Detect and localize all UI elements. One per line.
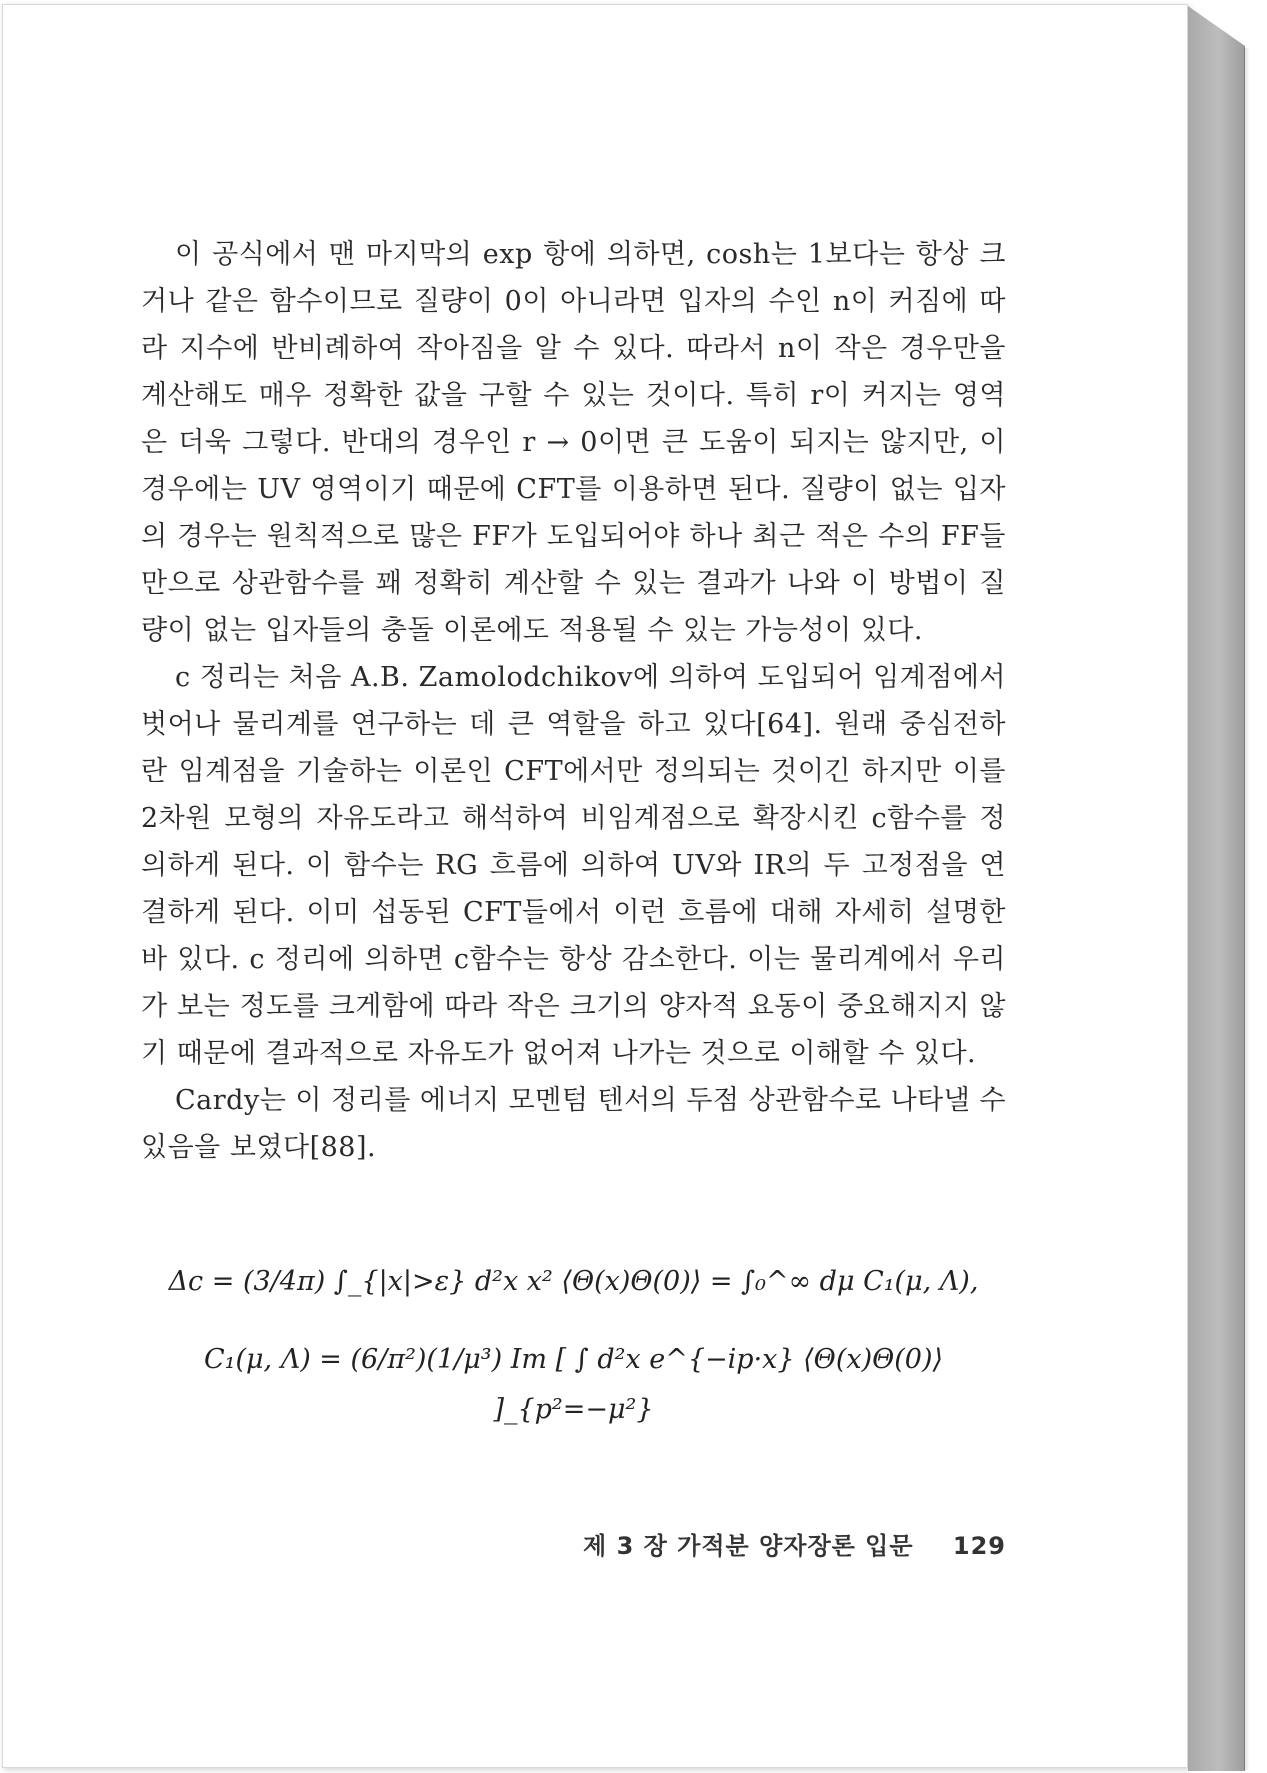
paragraph-3: Cardy는 이 정리를 에너지 모멘텀 텐서의 두점 상관함수로 나타낼 수 있음을 보였다[88].	[141, 1085, 1006, 1163]
paragraph-1: 이 공식에서 맨 마지막의 exp 항에 의하면, cosh는 1보다는 항상 크거나 같은 함수이므로 질량이 0이 아니라면 입자의 수인 n이 커짐에 따라 지수에 반비례하여 작아짐을 알 수 있다. 따라서 n이 작은 경우만을 계산해도 매우 정확한 값을 구할 수 있는 것이다. 특히 r이 커지는 영역은 더욱 그렇다. 반대의 경우인 r → 0이면 큰 도움이 되지는 않지만, 이 경우에는 UV 영역이기 때문에 CFT를 이용하면 된다. 질량이 없는 입자의 경우는 원칙적으로 많은 FF가 도입되어야 하나 최근 적은 수의 FF들만으로 상관함수를 꽤 정확히 계산할 수 있는 결과가 나와 이 방법이 질량이 없는 입자들의 충돌 이론에도 적용될 수 있는 가능성이 있다.	[141, 239, 1006, 646]
paragraph-2: c 정리는 처음 A.B. Zamolodchikov에 의하여 도입되어 임계점에서 벗어나 물리계를 연구하는 데 큰 역할을 하고 있다[64]. 원래 중심전하란 임계점을 기술하는 이론인 CFT에서만 정의되는 것이긴 하지만 이를 2차원 모형의 자유도라고 해석하여 비임계점으로 확장시킨 c함수를 정의하게 된다. 이 함수는 RG 흐름에 의하여 UV와 IR의 두 고정점을 연결하게 된다. 이미 섭동된 CFT들에서 이런 흐름에 대해 자세히 설명한 바 있다. c 정리에 의하면 c함수는 항상 감소한다. 이는 물리계에서 우리가 보는 정도를 크게함에 따라 작은 크기의 양자적 요동이 중요해지지 않기 때문에 결과적으로 자유도가 없어져 나가는 것으로 이해할 수 있다.	[141, 662, 1006, 1069]
page-number: 129	[952, 1532, 1006, 1560]
equation-block	[141, 1257, 1006, 1463]
equation-c1: C₁(μ, Λ) = (6/π²)(1/μ³) Im [ ∫ d²x e^{−ip·x} ⟨Θ(x)Θ(0)⟩ ]_{p²=−μ²}	[203, 1344, 944, 1425]
body-text	[141, 231, 1006, 1171]
book-page	[2, 4, 1188, 1768]
equation-delta-c: Δc = (3/4π) ∫_{|x|>ε} d²x x² ⟨Θ(x)Θ(0)⟩ = ∫₀^∞ dμ C₁(μ, Λ),	[168, 1266, 979, 1297]
edge-shadow	[1244, 48, 1250, 1770]
page-footer	[141, 1526, 1006, 1561]
book-spine-edge	[1188, 6, 1245, 1771]
chapter-title: 제 3 장 가적분 양자장론 입문	[583, 1532, 914, 1560]
